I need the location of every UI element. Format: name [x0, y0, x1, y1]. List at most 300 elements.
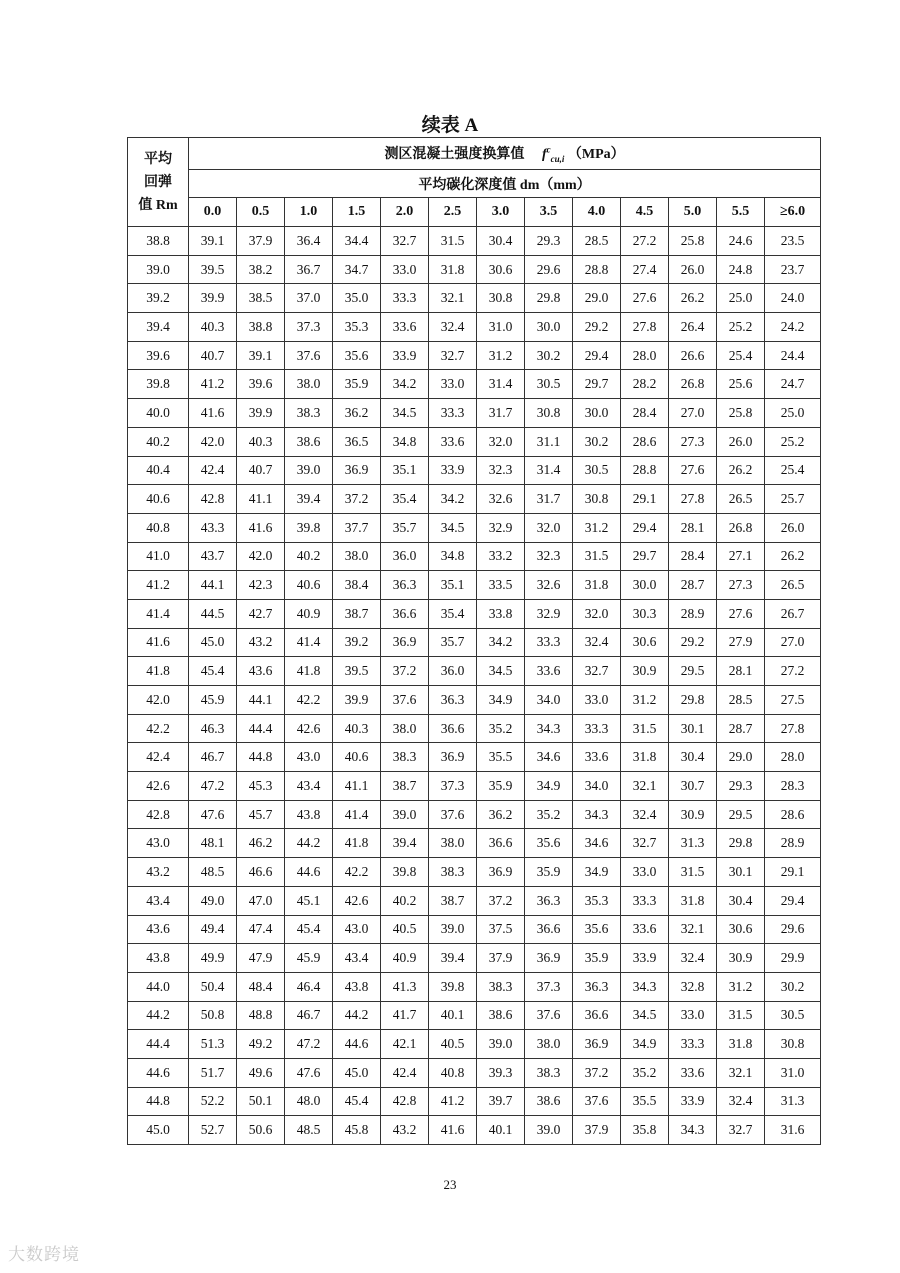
- strength-value-cell: 31.7: [477, 399, 525, 428]
- strength-value-cell: 30.5: [573, 456, 621, 485]
- rm-header-line-2: 回弹: [144, 174, 172, 190]
- strength-value-cell: 25.6: [717, 370, 765, 399]
- strength-value-cell: 27.3: [717, 571, 765, 600]
- strength-value-cell: 42.4: [381, 1058, 429, 1087]
- depth-column-header: 2.5: [429, 198, 477, 227]
- strength-value-cell: 33.9: [429, 456, 477, 485]
- strength-value-cell: 37.0: [285, 284, 333, 313]
- strength-value-cell: 35.9: [525, 858, 573, 887]
- strength-value-cell: 31.8: [621, 743, 669, 772]
- strength-value-cell: 35.7: [381, 513, 429, 542]
- strength-value-cell: 30.1: [669, 714, 717, 743]
- table-row: [128, 657, 821, 686]
- strength-value-cell: 32.4: [573, 628, 621, 657]
- strength-value-cell: 40.5: [381, 915, 429, 944]
- strength-value-cell: 38.3: [285, 399, 333, 428]
- strength-value-cell: 32.7: [429, 341, 477, 370]
- strength-value-cell: 30.4: [669, 743, 717, 772]
- strength-value-cell: 28.0: [765, 743, 821, 772]
- strength-value-cell: 49.2: [237, 1030, 285, 1059]
- rm-cell: 43.6: [128, 915, 189, 944]
- strength-value-cell: 47.4: [237, 915, 285, 944]
- strength-value-cell: 49.4: [189, 915, 237, 944]
- strength-value-cell: 43.2: [381, 1116, 429, 1145]
- page-number: 23: [443, 1177, 457, 1192]
- strength-value-cell: 45.9: [189, 686, 237, 715]
- rm-cell: 39.2: [128, 284, 189, 313]
- strength-value-cell: 26.5: [717, 485, 765, 514]
- strength-value-cell: 41.3: [381, 972, 429, 1001]
- strength-value-cell: 31.5: [717, 1001, 765, 1030]
- depth-column-header: 0.0: [189, 198, 237, 227]
- strength-value-cell: 40.3: [237, 427, 285, 456]
- strength-value-cell: 37.3: [285, 313, 333, 342]
- rm-cell: 40.2: [128, 427, 189, 456]
- strength-value-cell: 32.7: [717, 1116, 765, 1145]
- strength-value-cell: 32.3: [525, 542, 573, 571]
- strength-value-cell: 39.0: [381, 800, 429, 829]
- rm-cell: 42.4: [128, 743, 189, 772]
- strength-value-cell: 41.6: [429, 1116, 477, 1145]
- strength-value-cell: 36.9: [333, 456, 381, 485]
- rm-header-line-3: 值 Rm: [138, 197, 178, 213]
- strength-value-cell: 33.6: [525, 657, 573, 686]
- strength-value-cell: 36.3: [429, 686, 477, 715]
- strength-value-cell: 30.1: [717, 858, 765, 887]
- strength-value-cell: 29.0: [717, 743, 765, 772]
- strength-value-cell: 39.8: [381, 858, 429, 887]
- strength-value-cell: 32.4: [717, 1087, 765, 1116]
- strength-value-cell: 35.4: [429, 599, 477, 628]
- strength-value-cell: 35.3: [573, 886, 621, 915]
- strength-value-cell: 34.2: [381, 370, 429, 399]
- strength-value-cell: 42.4: [189, 456, 237, 485]
- strength-symbol: $f^c_{cu,i}$: [541, 144, 565, 164]
- table-row: [128, 858, 821, 887]
- strength-value-cell: 39.8: [285, 513, 333, 542]
- strength-value-cell: 33.6: [621, 915, 669, 944]
- depth-column-header: 3.0: [477, 198, 525, 227]
- strength-value-cell: 37.6: [573, 1087, 621, 1116]
- strength-value-cell: 41.6: [237, 513, 285, 542]
- strength-value-cell: 41.2: [429, 1087, 477, 1116]
- strength-value-cell: 27.8: [621, 313, 669, 342]
- rm-cell: 42.8: [128, 800, 189, 829]
- strength-value-cell: 35.8: [621, 1116, 669, 1145]
- strength-value-cell: 36.3: [381, 571, 429, 600]
- strength-value-cell: 42.2: [285, 686, 333, 715]
- strength-value-cell: 36.6: [477, 829, 525, 858]
- strength-value-cell: 30.7: [669, 772, 717, 801]
- strength-value-cell: 33.3: [669, 1030, 717, 1059]
- strength-value-cell: 23.5: [765, 227, 821, 256]
- strength-value-cell: 33.3: [573, 714, 621, 743]
- table-row: [128, 829, 821, 858]
- table-row: [128, 513, 821, 542]
- strength-value-cell: 27.4: [621, 255, 669, 284]
- strength-value-cell: 35.5: [477, 743, 525, 772]
- strength-value-cell: 31.3: [765, 1087, 821, 1116]
- strength-value-cell: 34.5: [429, 513, 477, 542]
- strength-value-cell: 38.7: [333, 599, 381, 628]
- strength-value-cell: 36.6: [429, 714, 477, 743]
- strength-value-cell: 30.4: [477, 227, 525, 256]
- strength-value-cell: 41.8: [333, 829, 381, 858]
- strength-value-cell: 39.0: [525, 1116, 573, 1145]
- strength-value-cell: 28.8: [573, 255, 621, 284]
- strength-value-cell: 30.0: [621, 571, 669, 600]
- table-row: [128, 427, 821, 456]
- table-row: [128, 313, 821, 342]
- strength-value-cell: 24.7: [765, 370, 821, 399]
- strength-value-cell: 42.1: [381, 1030, 429, 1059]
- table-row: [128, 456, 821, 485]
- strength-label: 测区混凝土强度换算值: [384, 147, 525, 163]
- strength-value-cell: 43.4: [333, 944, 381, 973]
- strength-value-cell: 36.9: [477, 858, 525, 887]
- table-row: [128, 1001, 821, 1030]
- strength-value-cell: 44.4: [237, 714, 285, 743]
- strength-value-cell: 38.8: [237, 313, 285, 342]
- strength-value-cell: 26.5: [765, 571, 821, 600]
- strength-value-cell: 37.3: [429, 772, 477, 801]
- strength-value-cell: 33.2: [477, 542, 525, 571]
- strength-value-cell: 40.8: [429, 1058, 477, 1087]
- strength-value-cell: 33.3: [429, 399, 477, 428]
- strength-value-cell: 44.5: [189, 599, 237, 628]
- strength-value-cell: 31.0: [477, 313, 525, 342]
- rm-cell: 42.2: [128, 714, 189, 743]
- strength-value-cell: 32.1: [621, 772, 669, 801]
- strength-value-cell: 35.4: [381, 485, 429, 514]
- strength-value-cell: 29.6: [765, 915, 821, 944]
- strength-value-cell: 33.6: [429, 427, 477, 456]
- rm-cell: 42.6: [128, 772, 189, 801]
- strength-value-cell: 47.6: [189, 800, 237, 829]
- strength-value-cell: 35.1: [381, 456, 429, 485]
- carbonation-depth-header: 平均碳化深度值 dm（mm）: [189, 170, 821, 198]
- strength-value-cell: 34.9: [621, 1030, 669, 1059]
- strength-value-cell: 42.7: [237, 599, 285, 628]
- strength-value-cell: 31.8: [717, 1030, 765, 1059]
- strength-value-cell: 46.7: [189, 743, 237, 772]
- rm-cell: 40.8: [128, 513, 189, 542]
- strength-value-cell: 25.2: [717, 313, 765, 342]
- strength-value-cell: 48.5: [285, 1116, 333, 1145]
- strength-value-cell: 50.1: [237, 1087, 285, 1116]
- strength-value-cell: 49.0: [189, 886, 237, 915]
- strength-value-cell: 34.3: [621, 972, 669, 1001]
- strength-value-cell: 31.0: [765, 1058, 821, 1087]
- rm-cell: 39.4: [128, 313, 189, 342]
- strength-value-cell: 32.6: [525, 571, 573, 600]
- strength-value-cell: 25.0: [717, 284, 765, 313]
- strength-value-cell: 24.4: [765, 341, 821, 370]
- strength-value-cell: 43.3: [189, 513, 237, 542]
- strength-value-cell: 32.4: [621, 800, 669, 829]
- depth-column-header: 3.5: [525, 198, 573, 227]
- rm-cell: 40.0: [128, 399, 189, 428]
- table-row: [128, 370, 821, 399]
- strength-value-cell: 27.0: [669, 399, 717, 428]
- strength-value-cell: 29.7: [573, 370, 621, 399]
- strength-value-cell: 45.9: [285, 944, 333, 973]
- strength-value-cell: 34.0: [525, 686, 573, 715]
- strength-value-cell: 46.4: [285, 972, 333, 1001]
- strength-value-cell: 35.1: [429, 571, 477, 600]
- strength-value-cell: 33.3: [525, 628, 573, 657]
- strength-value-cell: 37.2: [333, 485, 381, 514]
- strength-value-cell: 33.9: [669, 1087, 717, 1116]
- strength-value-cell: 31.4: [525, 456, 573, 485]
- page-title: 续表 A: [421, 115, 479, 136]
- strength-value-cell: 28.7: [669, 571, 717, 600]
- strength-value-cell: 38.0: [333, 542, 381, 571]
- table-row: [128, 255, 821, 284]
- table-row: [128, 399, 821, 428]
- strength-value-cell: 37.5: [477, 915, 525, 944]
- rm-cell: 41.8: [128, 657, 189, 686]
- rm-cell: 42.0: [128, 686, 189, 715]
- strength-value-cell: 34.6: [573, 829, 621, 858]
- strength-value-cell: 44.8: [237, 743, 285, 772]
- strength-value-cell: 36.7: [285, 255, 333, 284]
- strength-value-cell: 26.0: [717, 427, 765, 456]
- strength-value-cell: 51.3: [189, 1030, 237, 1059]
- strength-value-cell: 36.6: [573, 1001, 621, 1030]
- strength-value-cell: 36.5: [333, 427, 381, 456]
- strength-value-cell: 47.0: [237, 886, 285, 915]
- strength-value-cell: 33.6: [381, 313, 429, 342]
- strength-value-cell: 42.8: [189, 485, 237, 514]
- strength-value-cell: 28.3: [765, 772, 821, 801]
- strength-value-cell: 29.8: [717, 829, 765, 858]
- strength-value-cell: 48.4: [237, 972, 285, 1001]
- strength-value-cell: 34.9: [477, 686, 525, 715]
- strength-value-cell: 47.2: [189, 772, 237, 801]
- strength-value-cell: 36.9: [381, 628, 429, 657]
- strength-value-cell: 34.9: [573, 858, 621, 887]
- strength-value-cell: 38.5: [237, 284, 285, 313]
- strength-value-cell: 35.7: [429, 628, 477, 657]
- strength-value-cell: 35.6: [333, 341, 381, 370]
- strength-value-cell: 31.5: [429, 227, 477, 256]
- depth-column-header: ≥6.0: [765, 198, 821, 227]
- strength-value-cell: 38.0: [285, 370, 333, 399]
- strength-value-cell: 28.9: [669, 599, 717, 628]
- strength-value-cell: 30.5: [765, 1001, 821, 1030]
- strength-value-cell: 40.9: [381, 944, 429, 973]
- strength-value-cell: 32.7: [621, 829, 669, 858]
- strength-value-cell: 32.4: [669, 944, 717, 973]
- strength-value-cell: 35.2: [621, 1058, 669, 1087]
- strength-value-cell: 28.0: [621, 341, 669, 370]
- strength-value-cell: 36.2: [333, 399, 381, 428]
- strength-value-cell: 40.7: [189, 341, 237, 370]
- strength-value-cell: 37.9: [477, 944, 525, 973]
- strength-value-cell: 34.7: [333, 255, 381, 284]
- strength-value-cell: 50.6: [237, 1116, 285, 1145]
- strength-value-cell: 42.8: [381, 1087, 429, 1116]
- strength-value-cell: 30.0: [573, 399, 621, 428]
- strength-value-cell: 34.2: [477, 628, 525, 657]
- depth-column-header: 0.5: [237, 198, 285, 227]
- strength-value-cell: 33.3: [381, 284, 429, 313]
- strength-value-cell: 34.3: [573, 800, 621, 829]
- strength-value-cell: 40.1: [429, 1001, 477, 1030]
- strength-value-cell: 32.3: [477, 456, 525, 485]
- rm-cell: 41.6: [128, 628, 189, 657]
- strength-value-cell: 27.2: [621, 227, 669, 256]
- strength-value-cell: 38.6: [477, 1001, 525, 1030]
- strength-value-cell: 29.8: [669, 686, 717, 715]
- table-row: [128, 599, 821, 628]
- strength-value-cell: 39.8: [429, 972, 477, 1001]
- strength-value-cell: 40.5: [429, 1030, 477, 1059]
- strength-value-cell: 29.5: [717, 800, 765, 829]
- strength-value-cell: 40.1: [477, 1116, 525, 1145]
- strength-value-cell: 42.2: [333, 858, 381, 887]
- strength-value-cell: 29.3: [717, 772, 765, 801]
- strength-value-cell: 47.6: [285, 1058, 333, 1087]
- strength-value-cell: 40.2: [285, 542, 333, 571]
- strength-value-cell: 32.4: [429, 313, 477, 342]
- strength-value-cell: 33.9: [381, 341, 429, 370]
- strength-value-cell: 37.9: [237, 227, 285, 256]
- strength-value-cell: 46.6: [237, 858, 285, 887]
- strength-value-cell: 39.4: [381, 829, 429, 858]
- strength-value-cell: 31.8: [573, 571, 621, 600]
- strength-value-cell: 50.4: [189, 972, 237, 1001]
- strength-value-cell: 40.2: [381, 886, 429, 915]
- strength-value-cell: 35.9: [573, 944, 621, 973]
- strength-value-cell: 30.3: [621, 599, 669, 628]
- strength-value-cell: 31.2: [573, 513, 621, 542]
- strength-value-cell: 27.9: [717, 628, 765, 657]
- strength-value-cell: 42.6: [285, 714, 333, 743]
- strength-value-cell: 36.4: [285, 227, 333, 256]
- strength-value-cell: 30.2: [525, 341, 573, 370]
- strength-value-cell: 23.7: [765, 255, 821, 284]
- strength-value-cell: 36.3: [525, 886, 573, 915]
- strength-value-cell: 36.9: [429, 743, 477, 772]
- strength-value-cell: 33.6: [573, 743, 621, 772]
- strength-value-cell: 39.5: [189, 255, 237, 284]
- strength-value-cell: 36.9: [525, 944, 573, 973]
- table-row: [128, 542, 821, 571]
- strength-value-cell: 29.3: [525, 227, 573, 256]
- table-row: [128, 714, 821, 743]
- table-row: [128, 1116, 821, 1145]
- strength-value-cell: 47.2: [285, 1030, 333, 1059]
- strength-value-cell: 36.6: [525, 915, 573, 944]
- table-row: [128, 743, 821, 772]
- strength-value-cell: 27.5: [765, 686, 821, 715]
- rm-cell: 43.4: [128, 886, 189, 915]
- strength-value-cell: 38.4: [333, 571, 381, 600]
- strength-value-cell: 38.3: [381, 743, 429, 772]
- rm-cell: 44.2: [128, 1001, 189, 1030]
- strength-value-cell: 37.2: [477, 886, 525, 915]
- strength-value-cell: 35.2: [477, 714, 525, 743]
- strength-value-cell: 29.8: [525, 284, 573, 313]
- strength-value-cell: 38.6: [525, 1087, 573, 1116]
- strength-value-cell: 32.8: [669, 972, 717, 1001]
- strength-value-cell: 39.2: [333, 628, 381, 657]
- rm-cell: 44.4: [128, 1030, 189, 1059]
- strength-value-cell: 28.6: [765, 800, 821, 829]
- strength-value-cell: 30.4: [717, 886, 765, 915]
- strength-value-cell: 40.3: [189, 313, 237, 342]
- strength-value-cell: 45.0: [333, 1058, 381, 1087]
- strength-value-cell: 45.4: [189, 657, 237, 686]
- strength-value-cell: 36.9: [573, 1030, 621, 1059]
- strength-value-cell: 33.5: [477, 571, 525, 600]
- table-row: [128, 686, 821, 715]
- strength-value-cell: 35.0: [333, 284, 381, 313]
- strength-value-cell: 33.3: [621, 886, 669, 915]
- depth-column-header: 4.5: [621, 198, 669, 227]
- strength-value-cell: 41.1: [237, 485, 285, 514]
- strength-value-cell: 31.8: [669, 886, 717, 915]
- strength-value-cell: 34.8: [429, 542, 477, 571]
- strength-value-cell: 32.0: [477, 427, 525, 456]
- strength-value-cell: 43.4: [285, 772, 333, 801]
- strength-value-cell: 34.8: [381, 427, 429, 456]
- strength-value-cell: 52.2: [189, 1087, 237, 1116]
- strength-value-cell: 33.8: [477, 599, 525, 628]
- strength-value-cell: 39.9: [189, 284, 237, 313]
- strength-value-cell: 27.2: [765, 657, 821, 686]
- table-row: [128, 972, 821, 1001]
- strength-value-cell: 34.0: [573, 772, 621, 801]
- table-row: [128, 772, 821, 801]
- strength-value-cell: 37.2: [573, 1058, 621, 1087]
- strength-value-cell: 33.0: [669, 1001, 717, 1030]
- strength-value-cell: 29.2: [669, 628, 717, 657]
- strength-value-cell: 37.6: [429, 800, 477, 829]
- strength-value-cell: 38.3: [429, 858, 477, 887]
- strength-value-cell: 39.9: [333, 686, 381, 715]
- strength-value-cell: 44.6: [285, 858, 333, 887]
- table-row: [128, 341, 821, 370]
- strength-value-cell: 25.0: [765, 399, 821, 428]
- strength-value-cell: 28.1: [717, 657, 765, 686]
- strength-value-cell: 30.8: [477, 284, 525, 313]
- strength-value-cell: 52.7: [189, 1116, 237, 1145]
- strength-value-cell: 45.1: [285, 886, 333, 915]
- strength-value-cell: 32.1: [669, 915, 717, 944]
- strength-value-cell: 26.8: [669, 370, 717, 399]
- rm-cell: 41.2: [128, 571, 189, 600]
- strength-value-cell: 39.3: [477, 1058, 525, 1087]
- strength-value-cell: 36.2: [477, 800, 525, 829]
- strength-value-cell: 38.3: [525, 1058, 573, 1087]
- strength-value-cell: 51.7: [189, 1058, 237, 1087]
- strength-value-cell: 30.2: [573, 427, 621, 456]
- strength-value-cell: 31.2: [717, 972, 765, 1001]
- rm-cell: 41.4: [128, 599, 189, 628]
- strength-value-cell: 41.4: [285, 628, 333, 657]
- strength-value-cell: 24.6: [717, 227, 765, 256]
- strength-value-cell: 30.8: [573, 485, 621, 514]
- strength-value-cell: 29.9: [765, 944, 821, 973]
- strength-value-cell: 43.0: [285, 743, 333, 772]
- strength-value-cell: 47.9: [237, 944, 285, 973]
- strength-value-cell: 43.8: [333, 972, 381, 1001]
- strength-value-cell: 46.7: [285, 1001, 333, 1030]
- strength-value-cell: 31.5: [669, 858, 717, 887]
